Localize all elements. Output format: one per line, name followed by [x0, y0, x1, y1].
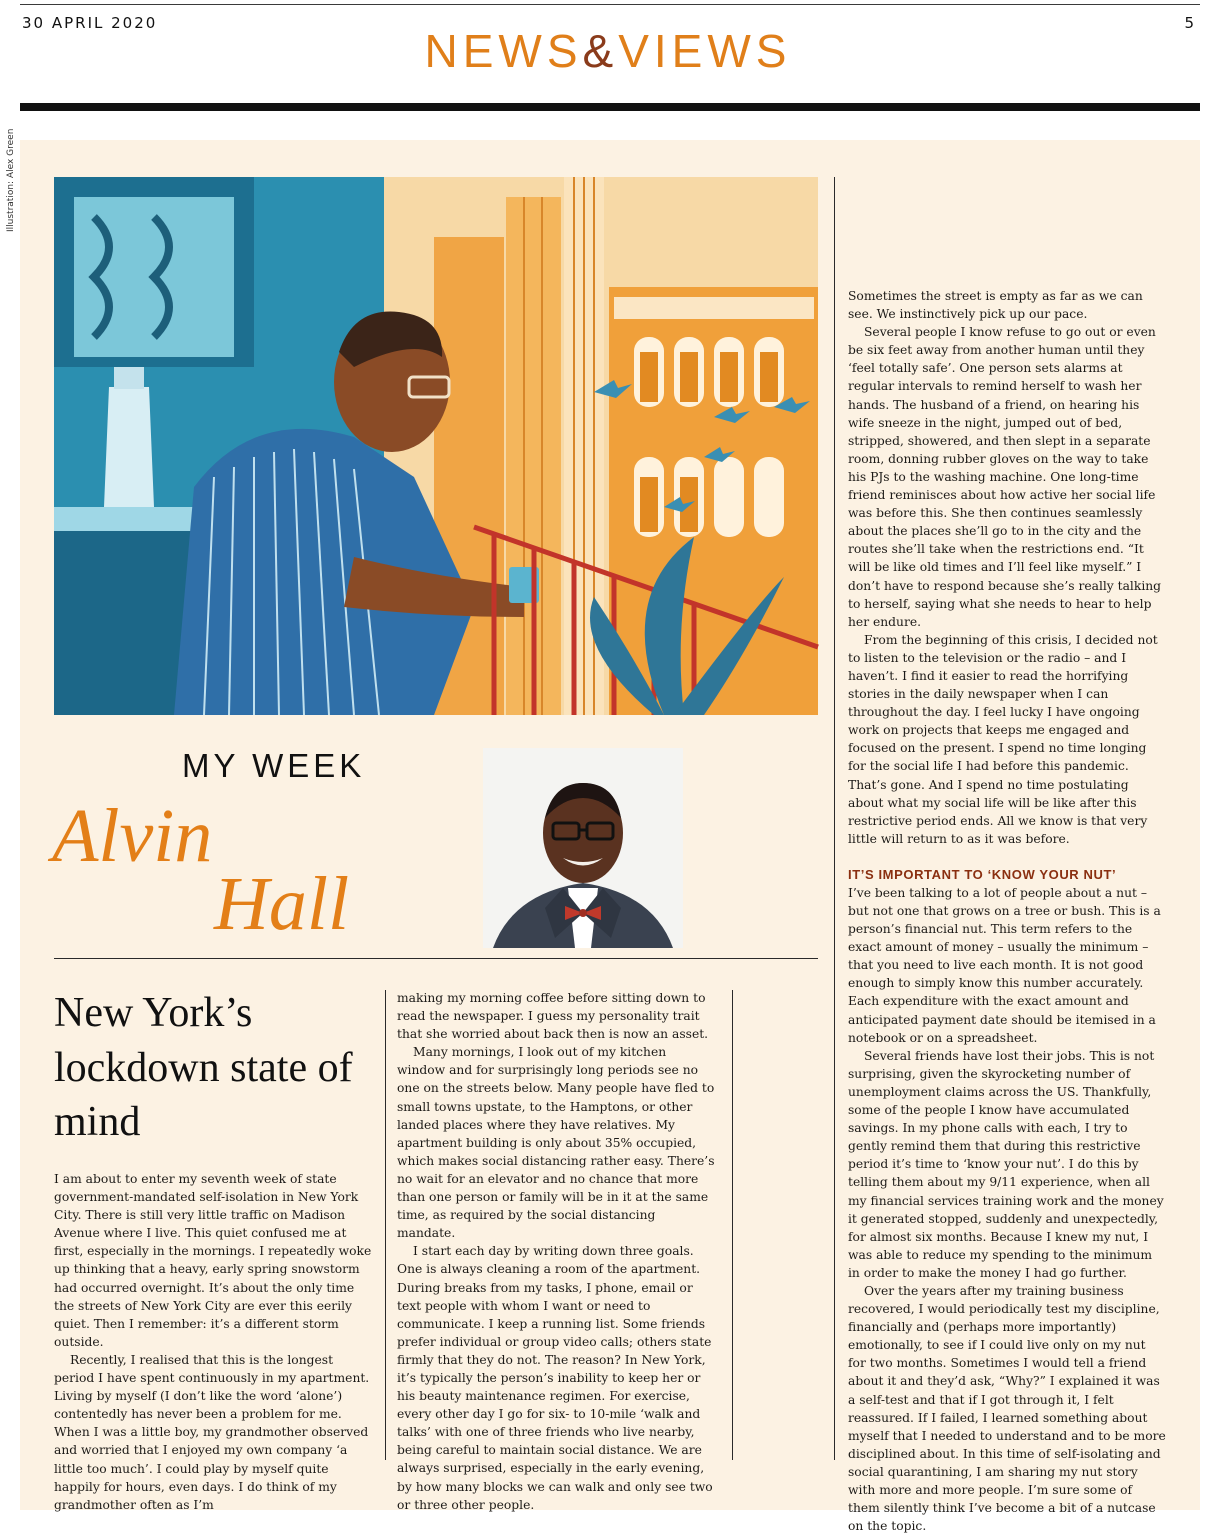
paragraph: Several people I know refuse to go out or even be six feet away from another human until they ‘feel totally safe’. One person sets alarms at regular intervals to remind herself to wash her hands. The husband of a friend, on hearing his wife sneeze in the night, jumped out of bed, stripped, showered, and then slept in a separate room, donning rubber gloves on the way to take his PJs to the washing machine. One long-time friend reminisces about how active her social life was before this. She then continues seamlessly about the places she’ll go to in the city and the routes she’ll take when the restrictions end. “It will be like old times and I’ll feel like myself.” I don’t have to respond because she’s really talking to herself, saying what she needs to hear to help her endure. — [848, 325, 1162, 629]
page-number: 5 — [1184, 14, 1194, 32]
headline: New York’s lockdown state of mind — [54, 990, 353, 1146]
column-rule — [385, 990, 386, 1460]
masthead — [0, 24, 1216, 78]
paragraph: Recently, I realised that this is the longest period I have spent continuously in my apartment. Living by myself (I don’t like the word ‘alone’) contentedly has never been a problem for me. When I was a little boy, my grandmother observed and worried that I enjoyed my own company ‘a little too much’. I could play by myself quite happily for hours, even days. I do think of my grandmother often as I’m — [54, 1352, 370, 1512]
author-portrait — [483, 748, 683, 948]
masthead-ampersand: & — [582, 25, 619, 77]
masthead-views: VIEWS — [618, 25, 792, 77]
paragraph: I’ve been talking to a lot of people about a nut – but not one that grows on a tree or bush. This is a person’s financial nut. This term refers to the exact amount of money – usually the minimum – that you need to live each month. It is not good enough to simply know this number accurately. Each expenditure with the exact amount and anticipated payment date should be itemised in a notebook or on a spreadsheet. — [848, 885, 1161, 1045]
subheading: IT’S IMPORTANT TO ‘KNOW YOUR NUT’ — [848, 866, 1117, 882]
column-rule — [834, 177, 835, 1460]
paragraph: Several friends have lost their jobs. This is not surprising, given the skyrocketing number of unemployment claims across the US. Thankfully, some of the people I know have accumulated savings. In my phone calls with each, I try to gently remind them that during this restrictive period it’s time to ‘know your nut’. I do this by telling them about my 9/11 experience, when all my financial services training work and the money it generated stopped, suddenly and unexpectedly, for almost six months. Because I knew my nut, I was able to reduce my spending to the minimum in order to make the money I had go further. — [848, 1048, 1164, 1280]
column-title: MY WEEK — [182, 747, 366, 784]
illustration-man-at-window-icon — [54, 177, 818, 715]
masthead-bar — [20, 103, 1200, 111]
paragraph: Many mornings, I look out of my kitchen window and for surprisingly long periods see no one on the streets below. Many people have fled to small towns upstate, to the Hamptons, or other landed places where they have relatives. My apartment building is only about 35% occupied, which makes social distancing rather easy. There’s no wait for an elevator and no chance that more than one person or family will be in it at the same time, as required by the social distancing mandate. — [397, 1045, 715, 1241]
paragraph: Sometimes the street is empty as far as we can see. We instinctively pick up our pace. — [848, 289, 1143, 322]
paragraph: making my morning coffee before sitting down to read the newspaper. I guess my personality trait that she worried about back then is now an asset. — [397, 991, 709, 1042]
article-column-1 — [54, 1170, 372, 1512]
section-rule — [54, 958, 818, 959]
author-first-name: Alvin — [52, 794, 213, 878]
masthead-news: NEWS — [424, 25, 583, 77]
issue-date: 30 APRIL 2020 — [22, 14, 158, 32]
paragraph: From the beginning of this crisis, I decided not to listen to the television or the radio – and I haven’t. I find it easier to read the horrifying stories in the daily newspaper when I can throughout the day. I feel lucky I have ongoing work on projects that keeps me engaged and focused on the present. I spend no time longing for the social life I had before this pandemic. That’s gone. And I spend no time postulating about what my social life will be like after this restrictive period ends. All we know is that very little will return to as it was before. — [848, 632, 1158, 846]
article-column-3 — [848, 287, 1166, 1534]
paragraph: I am about to enter my seventh week of state government-mandated self-isolation in New York City. There is still very little traffic on Madison Avenue where I live. This quiet confused me at first, especially in the mornings. I repeatedly woke up thinking that a heavy, early spring snowstorm had occurred overnight. It’s about the only time the streets of New York City are ever this eerily quiet. Then I remember: it’s a different storm outside. — [54, 1172, 372, 1349]
top-rule — [20, 4, 1200, 5]
author-photo-icon — [483, 748, 683, 948]
paragraph: Over the years after my training business recovered, I would periodically test my discipline, financially and (perhaps more importantly) emotionally, to see if I could live only on my nut for two months. Sometimes I would tell a friend about it and they’d ask, “Why?” I explained it was a self-test and that if I got through it, I felt reassured. If I failed, I learned something about myself that I needed to understand and to be more disciplined about. In this time of self-isolating and social quarantining, I am sharing my nut story with more and more people. I’m sure some of them silently think I’ve become a bit of a nutcase on the topic. — [848, 1283, 1166, 1534]
paragraph: I start each day by writing down three goals. One is always cleaning a room of the apartment. During breaks from my tasks, I phone, email or text people with whom I want or need to communicate. I keep a running list. Some friends prefer individual or group video calls; others state firmly that they do not. The reason? In New York, it’s typically the person’s inability to keep her or his beauty maintenance regimen. For exercise, every other day I go for six- to 10-mile ‘walk and talks’ with one of three friends who live nearby, being careful to maintain social distance. We are always surprised, especially in the early evening, by how many blocks we can walk and only see two or three other people. — [397, 1244, 713, 1512]
illustration — [54, 177, 818, 715]
article-column-2 — [397, 989, 717, 1512]
column-rule — [732, 990, 733, 1460]
illustration-credit: Illustration: Alex Green — [6, 128, 16, 232]
author-last-name: Hall — [214, 862, 350, 946]
